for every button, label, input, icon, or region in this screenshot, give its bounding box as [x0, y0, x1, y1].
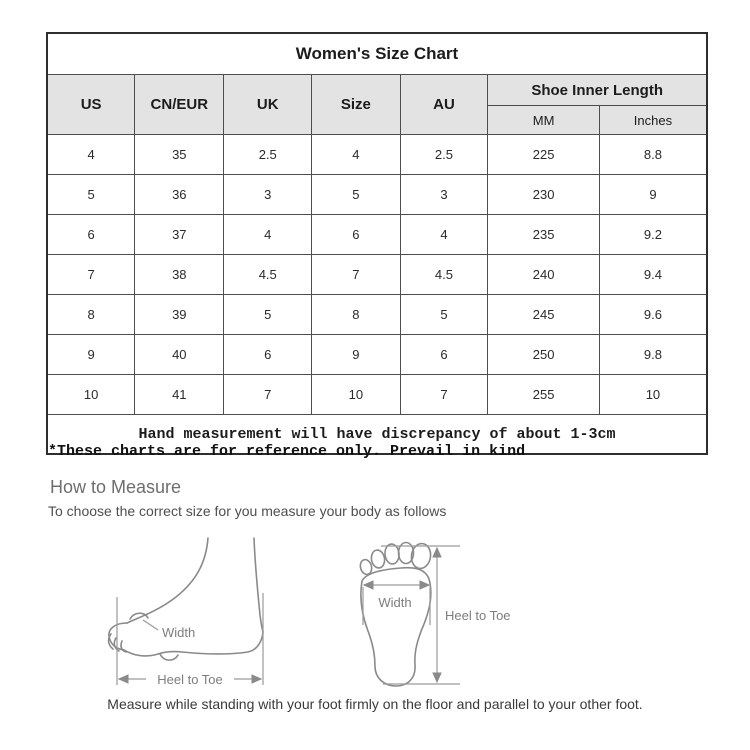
size-chart-table	[46, 32, 708, 455]
size-cell: 4	[224, 215, 312, 255]
size-cell: 36	[135, 175, 224, 215]
size-cell: 7	[47, 255, 135, 295]
table-footer-note: Hand measurement will have discrepancy of about 1-3cm	[47, 415, 707, 455]
size-cell: 8	[47, 295, 135, 335]
foot-sole-view-diagram	[355, 537, 525, 692]
size-cell: 255	[488, 375, 600, 415]
size-cell: 9.6	[599, 295, 707, 335]
size-cell: 240	[488, 255, 600, 295]
size-cell: 9.8	[599, 335, 707, 375]
col-header-au: AU	[400, 75, 488, 135]
col-header-cn-eur: CN/EUR	[135, 75, 224, 135]
col-header-us: US	[47, 75, 135, 135]
size-cell: 39	[135, 295, 224, 335]
size-cell: 6	[224, 335, 312, 375]
table-row	[47, 255, 707, 295]
size-cell: 9	[599, 175, 707, 215]
foot-side-view-icon	[100, 535, 300, 687]
col-header-uk: UK	[224, 75, 312, 135]
size-cell: 6	[312, 215, 400, 255]
size-cell: 4	[312, 135, 400, 175]
size-cell: 9.2	[599, 215, 707, 255]
table-row	[47, 175, 707, 215]
how-to-measure-subheading: To choose the correct size for you measure your body as follows	[48, 503, 447, 519]
size-cell: 250	[488, 335, 600, 375]
size-cell: 3	[224, 175, 312, 215]
foot-sole-view-icon	[355, 537, 525, 692]
foot-side-view-diagram	[100, 535, 300, 687]
size-cell: 4.5	[400, 255, 488, 295]
col-header-inner-length: Shoe Inner Length	[488, 75, 707, 106]
reference-note: *These charts are for reference only. Prevail in kind	[48, 443, 526, 460]
heel-to-toe-label: Heel to Toe	[445, 608, 511, 623]
size-cell: 10	[599, 375, 707, 415]
size-cell: 10	[47, 375, 135, 415]
size-cell: 5	[47, 175, 135, 215]
size-cell: 37	[135, 215, 224, 255]
size-cell: 7	[312, 255, 400, 295]
size-cell: 4	[400, 215, 488, 255]
heel-to-toe-label: Heel to Toe	[157, 672, 223, 687]
size-cell: 4	[47, 135, 135, 175]
size-cell: 40	[135, 335, 224, 375]
size-cell: 7	[224, 375, 312, 415]
size-chart-table-wrap	[46, 32, 708, 455]
size-cell: 5	[400, 295, 488, 335]
size-cell: 8	[312, 295, 400, 335]
size-cell: 4.5	[224, 255, 312, 295]
measure-caption: Measure while standing with your foot firmly on the floor and parallel to your other foot.	[107, 696, 643, 712]
size-cell: 7	[400, 375, 488, 415]
size-cell: 35	[135, 135, 224, 175]
size-cell: 5	[224, 295, 312, 335]
table-row	[47, 335, 707, 375]
size-cell: 8.8	[599, 135, 707, 175]
size-cell: 225	[488, 135, 600, 175]
size-cell: 38	[135, 255, 224, 295]
size-cell: 5	[312, 175, 400, 215]
size-cell: 230	[488, 175, 600, 215]
table-title-row	[47, 33, 707, 75]
col-header-size: Size	[312, 75, 400, 135]
size-table-body	[47, 135, 707, 415]
size-cell: 3	[400, 175, 488, 215]
width-label: Width	[378, 595, 412, 610]
size-cell: 10	[312, 375, 400, 415]
size-cell: 245	[488, 295, 600, 335]
size-cell: 6	[400, 335, 488, 375]
size-cell: 2.5	[224, 135, 312, 175]
table-row	[47, 135, 707, 175]
width-label: Width	[162, 625, 196, 640]
size-cell: 2.5	[400, 135, 488, 175]
col-header-mm: MM	[488, 106, 600, 135]
table-row	[47, 375, 707, 415]
size-cell: 6	[47, 215, 135, 255]
table-row	[47, 215, 707, 255]
size-cell: 9	[47, 335, 135, 375]
table-title: Women's Size Chart	[47, 33, 707, 75]
size-cell: 235	[488, 215, 600, 255]
col-header-inches: Inches	[599, 106, 707, 135]
how-to-measure-heading: How to Measure	[50, 477, 182, 497]
size-cell: 41	[135, 375, 224, 415]
size-cell: 9.4	[599, 255, 707, 295]
table-header-row-1	[47, 75, 707, 106]
size-cell: 9	[312, 335, 400, 375]
table-row	[47, 295, 707, 335]
